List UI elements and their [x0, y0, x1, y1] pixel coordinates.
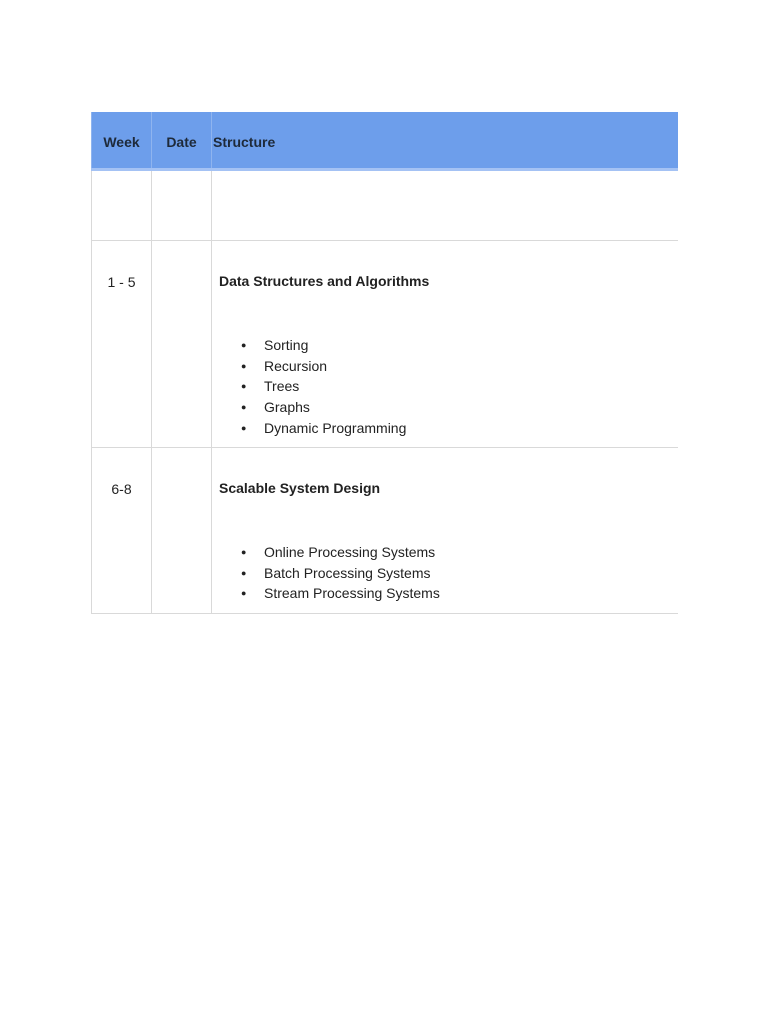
list-item: ● Trees	[219, 376, 678, 397]
date-cell	[151, 448, 211, 613]
list-item: ● Graphs	[219, 397, 678, 418]
table-row	[91, 241, 678, 448]
list-item: ● Online Processing Systems	[219, 542, 678, 563]
week-cell	[91, 171, 151, 240]
section-title: Data Structures and Algorithms	[219, 273, 430, 289]
list-item: ● Sorting	[219, 335, 678, 356]
list-item: ● Recursion	[219, 356, 678, 377]
week-cell: 6-8	[91, 448, 151, 613]
table-row	[91, 448, 678, 614]
structure-cell	[211, 241, 678, 447]
week-cell: 1 - 5	[91, 241, 151, 447]
list-item: ● Stream Processing Systems	[219, 583, 678, 604]
topic-list	[219, 542, 678, 604]
topic-list	[219, 335, 678, 439]
table-header-row	[91, 112, 678, 171]
date-cell	[151, 171, 211, 240]
table-row-empty	[91, 171, 678, 241]
structure-cell	[211, 171, 678, 240]
header-date: Date	[151, 112, 211, 168]
list-item: ● Batch Processing Systems	[219, 563, 678, 584]
header-week: Week	[91, 112, 151, 168]
date-cell	[151, 241, 211, 447]
section-title: Scalable System Design	[219, 480, 381, 496]
structure-cell	[211, 448, 678, 613]
header-structure: Structure	[211, 112, 678, 168]
list-item: ● Dynamic Programming	[219, 418, 678, 439]
schedule-table	[91, 112, 678, 614]
